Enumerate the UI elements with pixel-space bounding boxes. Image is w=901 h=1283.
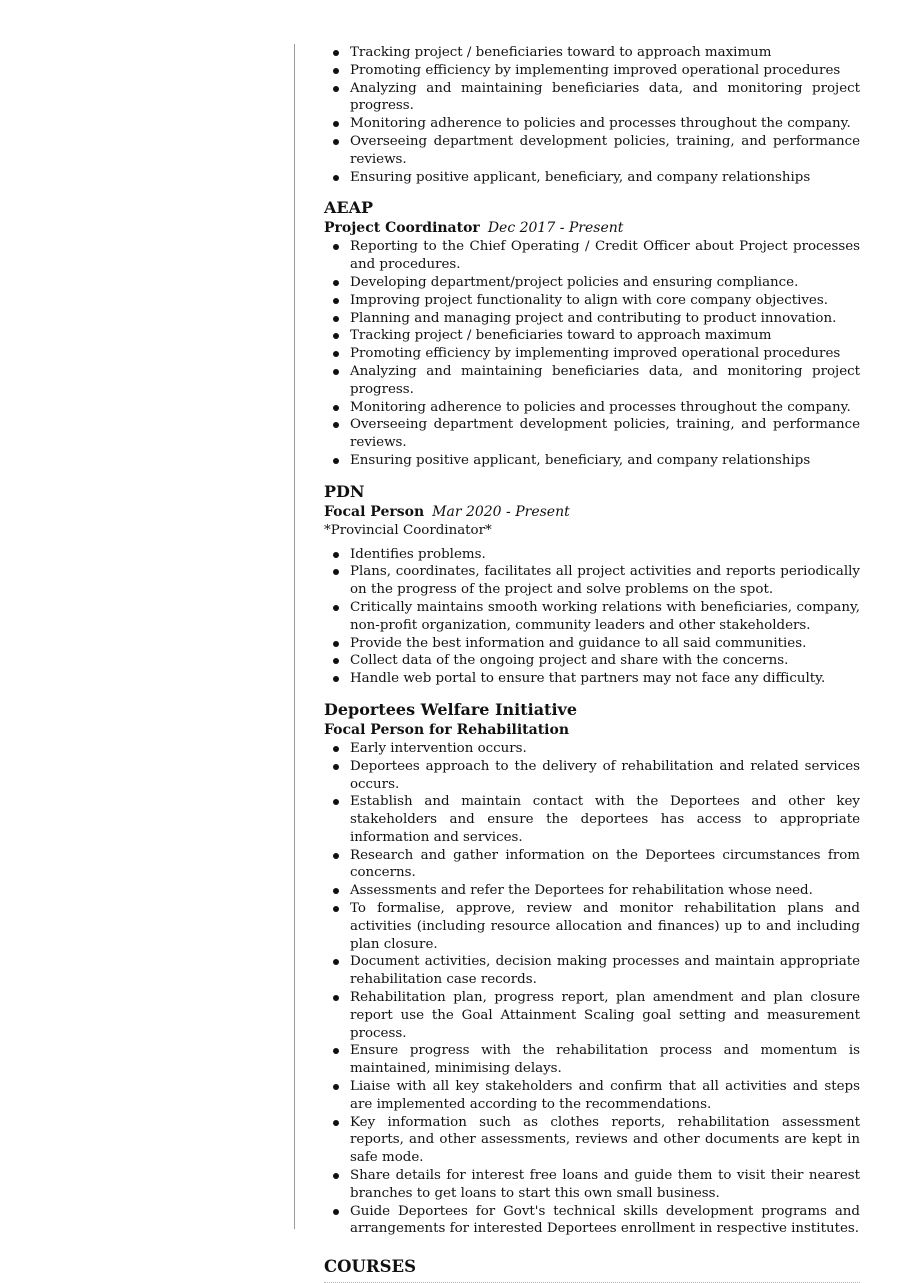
bullet-item: Critically maintains smooth working relations with beneficiaries, company, non-profit organization, community leaders and other stakeholders. (324, 599, 860, 635)
role-line (324, 218, 860, 238)
bullet-item: To formalise, approve, review and monitor rehabilitation plans and activities (including resource allocation and finances) up to and including plan closure. (324, 900, 860, 953)
bullet-item: Monitoring adherence to policies and processes throughout the company. (324, 399, 860, 417)
job-title: Focal Person for Rehabilitation (324, 721, 569, 738)
resume-experience-column (324, 44, 860, 1283)
bullet-item: Guide Deportees for Govt's technical skills development programs and arrangements for interested Deportees enrollment in respective institutes. (324, 1203, 860, 1239)
bullet-item: Share details for interest free loans and guide them to visit their nearest branches to get loans to start this own small business. (324, 1167, 860, 1203)
job-title: Project Coordinator (324, 220, 480, 237)
bullet-item: Plans, coordinates, facilitates all project activities and reports periodically on the progress of the project and solve problems on the spot. (324, 563, 860, 599)
job-note: *Provincial Coordinator* (324, 522, 492, 538)
bullet-item: Overseeing department development policies, training, and performance reviews. (324, 133, 860, 169)
bullet-item: Identifies problems. (324, 546, 860, 564)
bullet-item: Rehabilitation plan, progress report, plan amendment and plan closure report use the Goal Attainment Scaling goal setting and measurement process. (324, 989, 860, 1042)
job-bullet-list (324, 546, 860, 688)
bullet-item: Collect data of the ongoing project and share with the concerns. (324, 652, 860, 670)
bullet-item: Establish and maintain contact with the Deportees and other key stakeholders and ensure the deportees has access to appropriate information and services. (324, 793, 860, 846)
role-line (324, 720, 860, 740)
bullet-item: Liaise with all key stakeholders and confirm that all activities and steps are implemented according to the recommendations. (324, 1078, 860, 1114)
bullet-item: Tracking project / beneficiaries toward to approach maximum (324, 327, 860, 345)
bullet-item: Analyzing and maintaining beneficiaries data, and monitoring project progress. (324, 80, 860, 116)
bullet-item: Ensuring positive applicant, beneficiary, and company relationships (324, 169, 860, 187)
bullet-item: Analyzing and maintaining beneficiaries data, and monitoring project progress. (324, 363, 860, 399)
bullet-item: Provide the best information and guidance to all said communities. (324, 635, 860, 653)
job-dates: Mar 2020 - Present (432, 503, 570, 520)
previous-job-bullet-list (324, 44, 860, 186)
company-name: Deportees Welfare Initiative (324, 699, 577, 719)
bullet-item: Deportees approach to the delivery of rehabilitation and related services occurs. (324, 758, 860, 794)
bullet-item: Promoting efficiency by implementing improved operational procedures (324, 345, 860, 363)
company-name: PDN (324, 481, 365, 501)
job-bullet-list (324, 238, 860, 469)
courses-heading: COURSES (324, 1256, 860, 1283)
bullet-item: Ensure progress with the rehabilitation process and momentum is maintained, minimising delays. (324, 1042, 860, 1078)
bullet-item: Early intervention occurs. (324, 740, 860, 758)
job-dates: Dec 2017 - Present (487, 220, 624, 237)
job-title: Focal Person (324, 503, 425, 520)
column-divider (294, 44, 295, 1229)
job-entry (324, 198, 860, 469)
bullet-item: Improving project functionality to align with core company objectives. (324, 292, 860, 310)
bullet-item: Research and gather information on the Deportees circumstances from concerns. (324, 847, 860, 883)
bullet-item: Tracking project / beneficiaries toward to approach maximum (324, 44, 860, 62)
bullet-item: Reporting to the Chief Operating / Credit Officer about Project processes and procedures. (324, 238, 860, 274)
job-entry (324, 482, 860, 688)
bullet-item: Promoting efficiency by implementing improved operational procedures (324, 62, 860, 80)
bullet-item: Overseeing department development policies, training, and performance reviews. (324, 416, 860, 452)
bullet-item: Key information such as clothes reports, rehabilitation assessment reports, and other assessments, reviews and other documents are kept in safe mode. (324, 1114, 860, 1167)
role-line (324, 502, 860, 522)
bullet-item: Assessments and refer the Deportees for rehabilitation whose need. (324, 882, 860, 900)
bullet-item: Monitoring adherence to policies and processes throughout the company. (324, 115, 860, 133)
job-entry (324, 700, 860, 1238)
bullet-item: Handle web portal to ensure that partners may not face any difficulty. (324, 670, 860, 688)
bullet-item: Ensuring positive applicant, beneficiary, and company relationships (324, 452, 860, 470)
company-name: AEAP (324, 198, 374, 218)
bullet-item: Developing department/project policies and ensuring compliance. (324, 274, 860, 292)
bullet-item: Document activities, decision making processes and maintain appropriate rehabilitation case records. (324, 953, 860, 989)
bullet-item: Planning and managing project and contributing to product innovation. (324, 310, 860, 328)
job-bullet-list (324, 740, 860, 1238)
job-entries (324, 198, 860, 1238)
